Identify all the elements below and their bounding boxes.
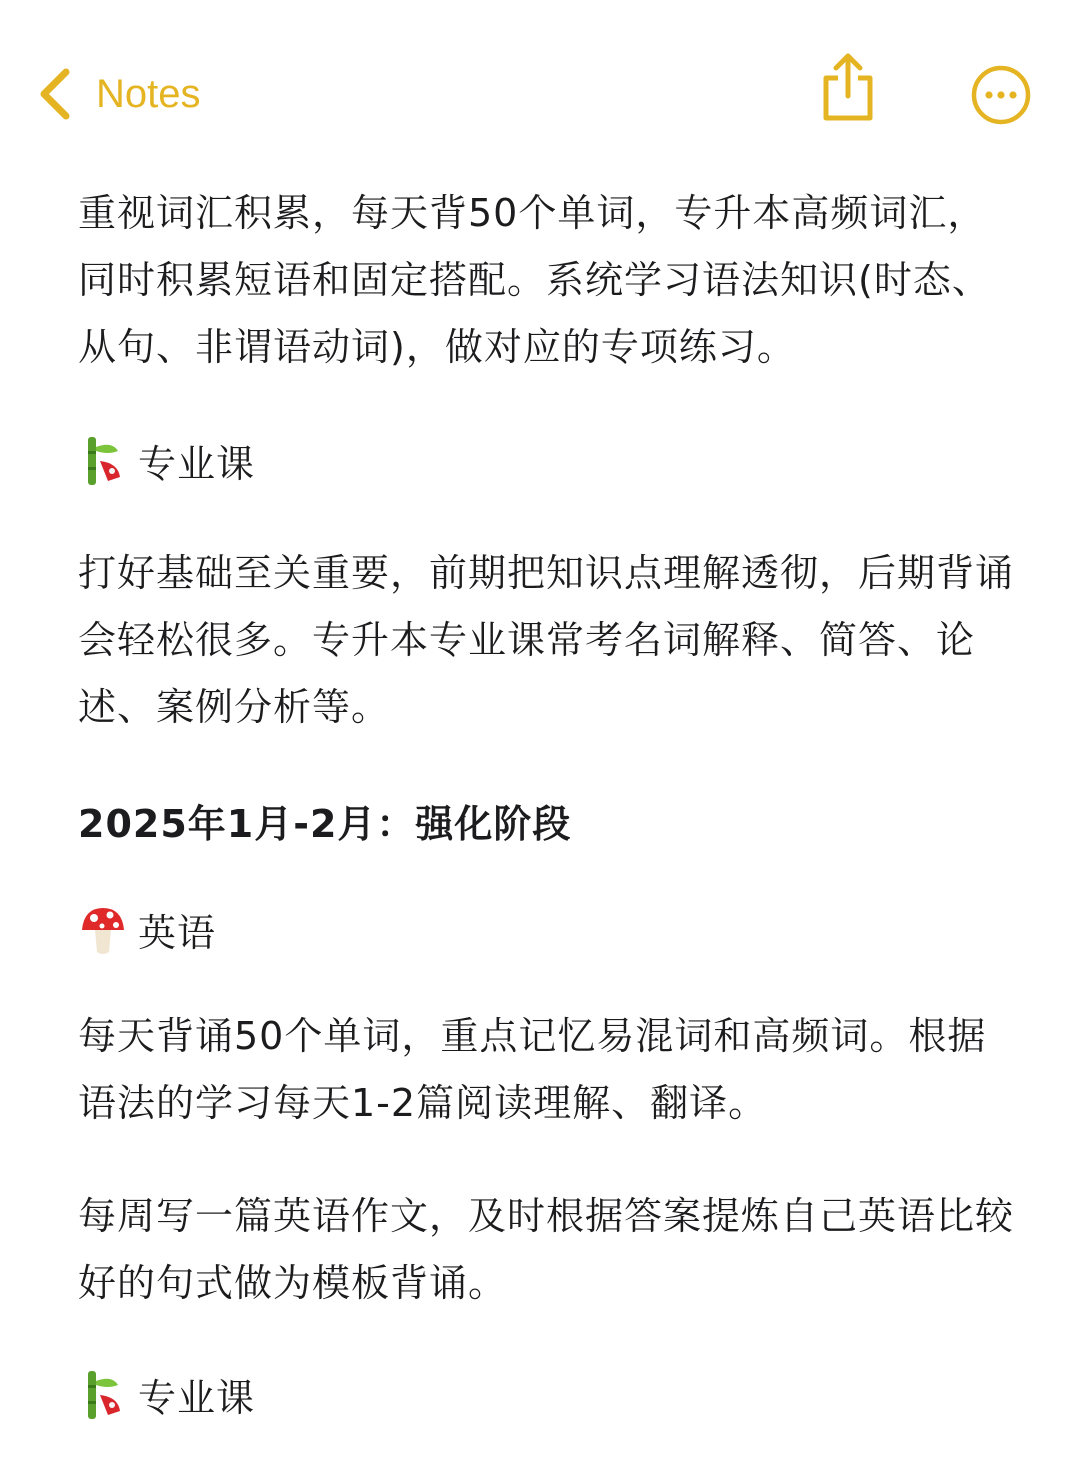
back-label: Notes xyxy=(96,71,201,116)
major-course-paragraph: 打好基础至关重要，前期把知识点理解透彻，后期背诵会轻松很多。专升本专业课常考名词解释、简答、论述、案例分析等。 xyxy=(78,551,1015,729)
share-icon[interactable] xyxy=(818,52,878,124)
mushroom-icon xyxy=(78,902,128,958)
more-icon[interactable] xyxy=(970,64,1032,126)
english-heading-label: 英语 xyxy=(138,911,217,955)
vocab-grammar-paragraph: 重视词汇积累，每天背50个单词，专升本高频词汇，同时积累短语和固定搭配。系统学习语法知识(时态、从句、非谓语动词)，做对应的专项练习。 xyxy=(78,191,991,369)
note-body[interactable] xyxy=(78,180,1018,1428)
major-course-heading xyxy=(78,427,1018,494)
chevron-left-icon xyxy=(36,64,76,124)
english-paragraph-1: 每天背诵50个单词，重点记忆易混词和高频词。根据语法的学习每天1-2篇阅读理解、翻译。 xyxy=(78,1014,987,1125)
bamboo-icon xyxy=(78,433,128,489)
stage-title: 2025年1月-2月：强化阶段 xyxy=(78,802,572,846)
back-button[interactable] xyxy=(36,62,201,126)
navigation-bar xyxy=(0,0,1080,180)
bamboo-icon xyxy=(78,1367,128,1423)
major-course-heading-label: 专业课 xyxy=(138,442,256,486)
english-paragraph-2: 每周写一篇英语作文，及时根据答案提炼自己英语比较好的句式做为模板背诵。 xyxy=(78,1194,1015,1305)
major-course-heading-2 xyxy=(78,1361,1018,1428)
major-course-heading-2-label: 专业课 xyxy=(138,1376,256,1420)
english-heading xyxy=(78,896,1018,963)
